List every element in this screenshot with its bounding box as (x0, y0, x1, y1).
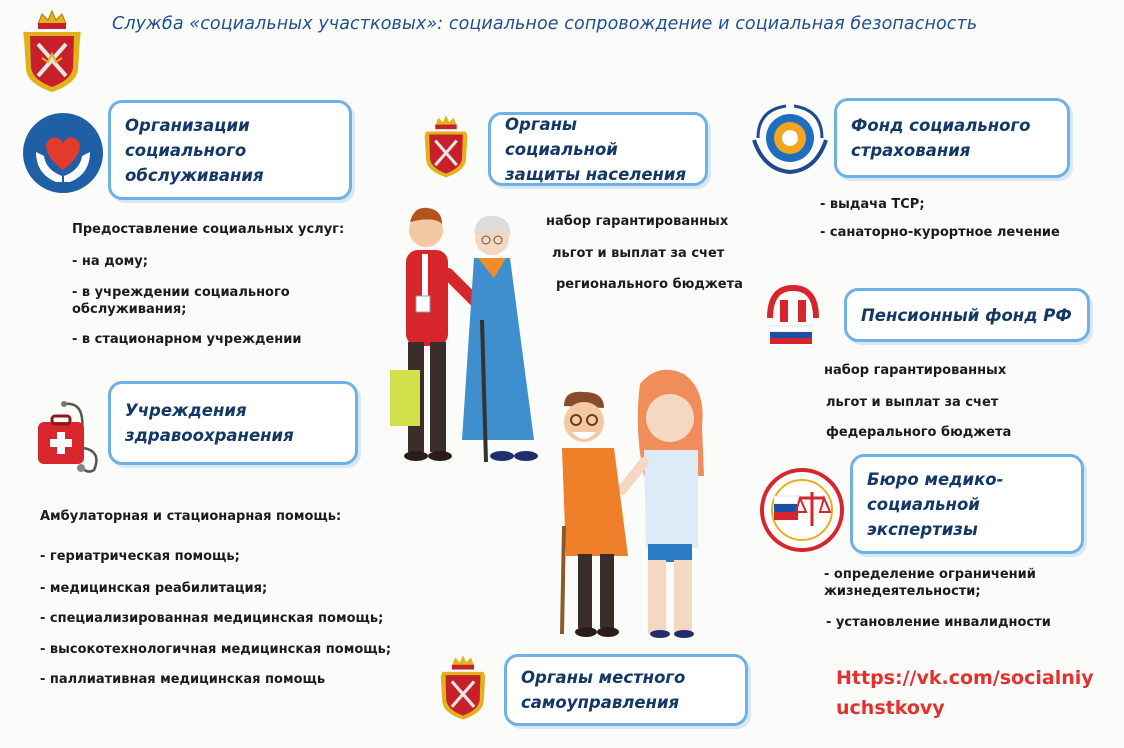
vk-link-line-1: Https://vk.com/socialniy (836, 667, 1094, 689)
box-local-gov (504, 654, 748, 726)
mse-item-2: - установление инвалидности (826, 615, 1051, 630)
box-local-gov-label: Органы местного самоуправления (521, 668, 686, 712)
pension-line-2: льгот и выплат за счет (826, 395, 999, 410)
org-service-item-1: - на дому; (72, 254, 148, 269)
vk-link[interactable] (836, 663, 1096, 723)
insurance-item-2: - санаторно-курортное лечение (820, 225, 1060, 240)
box-pension (844, 288, 1090, 342)
pension-line-1: набор гарантированных (824, 363, 1007, 378)
spb-crest-icon (420, 112, 472, 180)
healthcare-item-5: - паллиативная медицинская помощь (40, 672, 326, 687)
box-social-insurance (834, 98, 1070, 178)
healthcare-item-3: - специализированная медицинская помощь; (40, 611, 384, 626)
org-service-item-2: - в учреждении социального обслуживания; (72, 285, 290, 317)
fss-logo-icon (748, 100, 832, 176)
healthcare-item-2: - медицинская реабилитация; (40, 581, 268, 596)
page-title: Служба «социальных участковых»: социальное сопровождение и социальная безопасность (112, 14, 978, 34)
mse-logo-icon (760, 468, 844, 552)
heart-hands-icon (22, 112, 104, 194)
org-service-item-3: - в стационарном учреждении (72, 332, 302, 347)
box-social-insurance-label: Фонд социального страхования (851, 116, 1031, 160)
mse-item-1: - определение ограничений жизнедеятельности; (824, 567, 1036, 599)
vk-link-line-2: uchstkovy (836, 697, 945, 719)
medical-kit-icon (24, 398, 110, 478)
pension-line-3: федерального бюджета (826, 425, 1012, 440)
healthcare-heading: Амбулаторная и стационарная помощь: (40, 509, 342, 524)
box-healthcare (108, 381, 358, 465)
box-org-service (108, 100, 352, 200)
healthcare-item-1: - гериатрическая помощь; (40, 549, 240, 564)
org-service-heading: Предоставление социальных услуг: (72, 222, 345, 237)
spb-crest-icon (18, 8, 86, 94)
pfr-logo-icon (762, 284, 824, 350)
social-protection-line-1: набор гарантированных (546, 214, 729, 229)
box-pension-label: Пенсионный фонд РФ (861, 305, 1072, 325)
box-mse (850, 454, 1084, 554)
insurance-item-1: - выдача ТСР; (820, 197, 925, 212)
box-org-service-label: Организации социального обслуживания (125, 115, 264, 185)
spb-crest-icon (436, 652, 490, 722)
elderly-man-young-woman-illustration (548, 366, 728, 642)
box-mse-label: Бюро медико-социальной экспертизы (867, 469, 1004, 539)
volunteer-elderly-woman-illustration (386, 200, 546, 472)
box-social-protection (488, 112, 708, 186)
social-protection-line-2: льгот и выплат за счет (552, 246, 725, 261)
box-social-protection-label: Органы социальной защиты населения (505, 114, 687, 184)
healthcare-item-4: - высокотехнологичная медицинская помощь; (40, 642, 392, 657)
box-healthcare-label: Учреждения здравоохранения (125, 401, 294, 445)
social-protection-line-3: регионального бюджета (556, 277, 743, 292)
